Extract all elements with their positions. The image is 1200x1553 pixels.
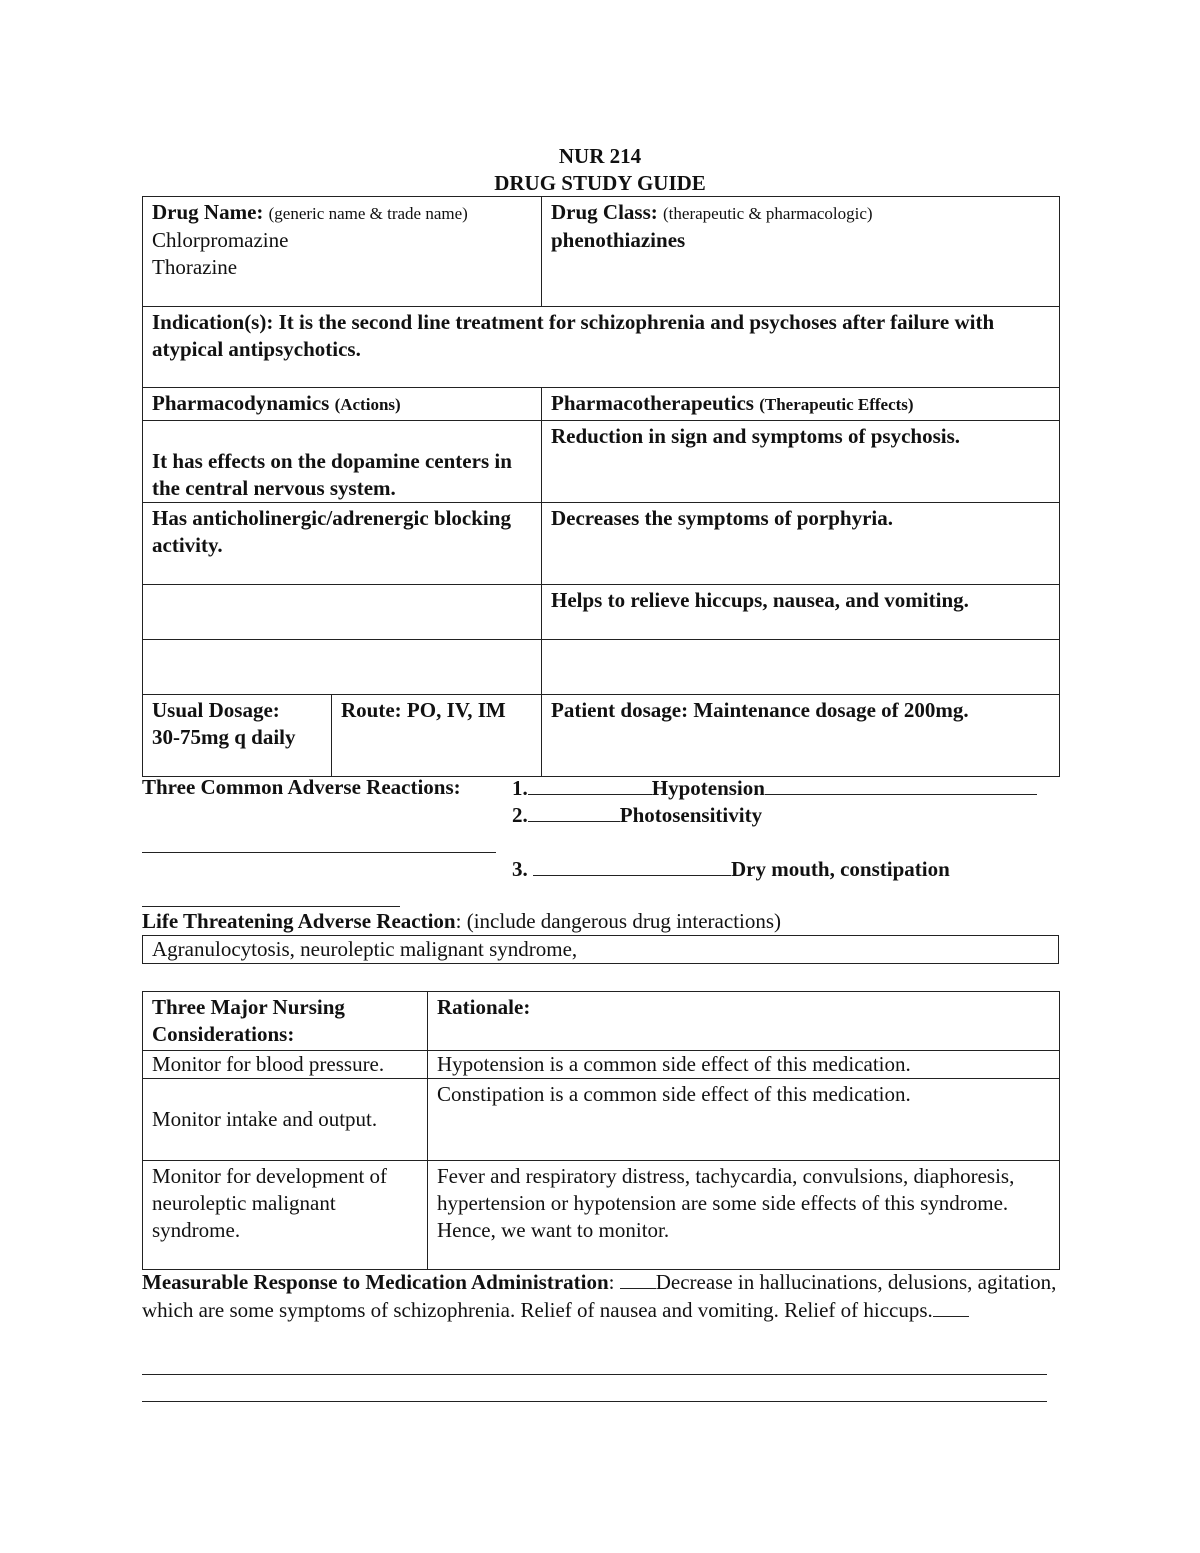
pharmacotherapeutics-header xyxy=(542,388,1060,421)
effect-cell xyxy=(542,640,1060,695)
adverse-reaction-3: Dry mouth, constipation xyxy=(731,857,950,881)
response-label: Measurable Response to Medication Administration xyxy=(142,1270,609,1294)
life-threatening-table xyxy=(142,935,1059,964)
blank-line xyxy=(765,774,1037,795)
response-text: Decrease in hallucinations, delusions, agitation, which are some symptoms of schizophrenia. Relief of nausea and vomiting. Relief of hiccups. xyxy=(142,1270,1057,1322)
drug-class-hint: (therapeutic & pharmacologic) xyxy=(663,204,873,223)
adverse-item-2 xyxy=(512,801,762,829)
indication-cell: Indication(s): It is the second line treatment for schizophrenia and psychoses after failure with atypical antipsychotics. xyxy=(143,307,1060,388)
adverse-reaction-2: Photosensitivity xyxy=(619,803,763,827)
patient-dosage-cell: Patient dosage: Maintenance dosage of 200mg. xyxy=(542,695,1060,777)
rationale-header: Rationale: xyxy=(428,992,1060,1051)
pharmacodynamics-header xyxy=(143,388,542,421)
action-cell: It has effects on the dopamine centers in the central nervous system. xyxy=(143,421,542,503)
drug-class-cell xyxy=(542,197,1060,307)
generic-name: Chlorpromazine xyxy=(152,228,289,252)
blank-line xyxy=(142,1374,1047,1375)
course-code: NUR 214 xyxy=(558,144,642,168)
adverse-number: 2. xyxy=(512,803,528,827)
adverse-number: 3. xyxy=(512,857,528,881)
effect-cell: Reduction in sign and symptoms of psychosis. xyxy=(542,421,1060,503)
nursing-rationale: Constipation is a common side effect of this medication. xyxy=(428,1079,1060,1161)
measurable-response xyxy=(142,1268,1057,1324)
drug-class-value: phenothiazines xyxy=(551,228,686,252)
pharmacotherapeutics-hint: (Therapeutic Effects) xyxy=(759,395,914,414)
usual-dosage-label: Usual Dosage: xyxy=(152,698,280,722)
life-threatening-hint: : (include dangerous drug interactions) xyxy=(455,909,782,933)
life-threatening-value: Agranulocytosis, neuroleptic malignant syndrome, xyxy=(143,936,1059,964)
adverse-reaction-1: Hypotension xyxy=(651,776,765,800)
blank-line xyxy=(533,855,731,876)
nursing-consideration: Monitor for development of neuroleptic malignant syndrome. xyxy=(143,1161,428,1270)
nursing-rationale: Hypotension is a common side effect of this medication. xyxy=(428,1051,1060,1079)
drug-name-hint: (generic name & trade name) xyxy=(268,204,468,223)
nursing-consideration: Monitor for blood pressure. xyxy=(143,1051,428,1079)
blank-line xyxy=(528,801,620,822)
action-cell xyxy=(143,585,542,640)
adverse-item-1 xyxy=(512,774,1037,802)
pharmacodynamics-label: Pharmacodynamics xyxy=(152,391,330,415)
blank-line xyxy=(528,774,652,795)
blank-line xyxy=(933,1296,969,1317)
drug-info-table xyxy=(142,196,1060,777)
drug-class-label: Drug Class: xyxy=(551,200,658,224)
drug-name-label: Drug Name: xyxy=(152,200,264,224)
response-colon: : xyxy=(608,1270,620,1294)
effect-cell: Decreases the symptoms of porphyria. xyxy=(542,503,1060,585)
usual-dosage-value: 30-75mg q daily xyxy=(152,725,296,749)
route-cell: Route: PO, IV, IM xyxy=(332,695,542,777)
blank-line xyxy=(142,1401,1047,1402)
blank-line xyxy=(142,906,400,907)
adverse-number: 1. xyxy=(512,776,528,800)
drug-name-cell xyxy=(143,197,542,307)
action-cell xyxy=(143,640,542,695)
nursing-table xyxy=(142,991,1060,1270)
action-cell: Has anticholinergic/adrenergic blocking activity. xyxy=(143,503,542,585)
adverse-item-3 xyxy=(512,855,950,883)
usual-dosage-cell xyxy=(143,695,332,777)
life-threatening-heading xyxy=(142,908,781,935)
blank-line xyxy=(620,1268,656,1289)
nursing-header: Three Major Nursing Considerations: xyxy=(143,992,428,1051)
nursing-consideration: Monitor intake and output. xyxy=(143,1079,428,1161)
trade-name: Thorazine xyxy=(152,255,238,279)
nursing-rationale: Fever and respiratory distress, tachycardia, convulsions, diaphoresis, hypertension or hypotension are some side effects of this syndrome. Hence, we want to monitor. xyxy=(428,1161,1060,1270)
adverse-label: Three Common Adverse Reactions: xyxy=(142,775,461,799)
effect-cell: Helps to relieve hiccups, nausea, and vomiting. xyxy=(542,585,1060,640)
pharmacotherapeutics-label: Pharmacotherapeutics xyxy=(551,391,754,415)
page-title: DRUG STUDY GUIDE xyxy=(494,171,706,195)
pharmacodynamics-hint: (Actions) xyxy=(334,395,401,414)
blank-line xyxy=(142,852,496,853)
life-threatening-label: Life Threatening Adverse Reaction xyxy=(142,909,456,933)
